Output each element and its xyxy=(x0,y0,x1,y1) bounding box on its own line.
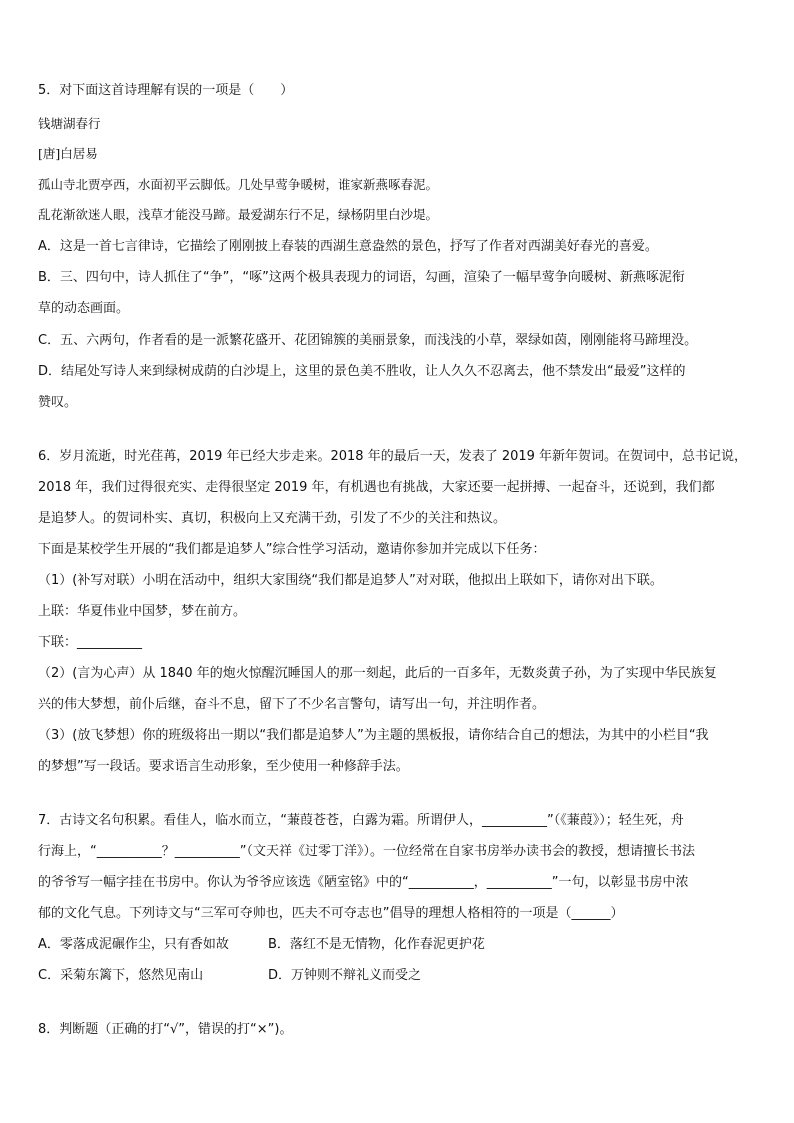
q8-line-1: 8．判断题（正确的打“√”，错误的打“×”)。 xyxy=(38,1022,293,1037)
q6-line-3: 是追梦人。的贺词朴实、真切，积极向上又充满干劲，引发了不少的关注和热议。 xyxy=(38,511,507,526)
q7-line-1: 7．古诗文名句积累。看佳人，临水而立，“蒹葭苍苍，白露为霜。所谓伊人，__________”（《蒹葭》）；轻生死，舟 xyxy=(38,813,684,828)
q6-upper-couplet: 上联：华夏伟业中国梦，梦在前方。 xyxy=(38,604,247,619)
q5-option-c: C．五、六两句，作者看的是一派繁花盛开、花团锦簇的美丽景象，而浅浅的小草，翠绿如茵，刚刚能将马蹄埋没。 xyxy=(38,333,698,348)
q6-line-1: 6．岁月流逝，时光荏苒，2019 年已经大步走来。2018 年的最后一天，发表了 2019 年新年贺词。在贺词中，总书记说， xyxy=(38,449,748,464)
q5-poem-line-1: 孤山寺北贾亭西，水面初平云脚低。几处早莺争暖树，谁家新燕啄春泥。 xyxy=(38,177,439,192)
q7-line-2: 行海上，“__________？__________”（文天祥《过零丁洋》）。一位经常在自家书房举办读书会的教授，想请擅长书法 xyxy=(38,844,695,859)
q6-task-1: （1）(补写对联）小明在活动中，组织大家围绕“我们都是追梦人”对对联，他拟出上联如下，请你对出下联。 xyxy=(38,573,663,588)
q6-lower-couplet-blank: 下联：__________ xyxy=(38,635,143,650)
q7-line-3: 的爷爷写一幅字挂在书房中。你认为爷爷应该选《陋室铭》中的“__________，__________”一句，以彰显书房中浓 xyxy=(38,875,689,890)
q5-stem: 5．对下面这首诗理解有误的一项是（ ） xyxy=(38,83,294,98)
q6-line-2: 2018 年，我们过得很充实、走得很坚定 2019 年，有机遇也有挑战，大家还要一起拼搏、一起奋斗，还说到，我们都 xyxy=(38,480,715,495)
q5-option-b-line-2: 草的动态画面。 xyxy=(38,301,130,316)
q7-option-a: A．零落成泥碾作尘，只有香如故 xyxy=(38,937,229,952)
q7-option-d: D．万钟则不辩礼义而受之 xyxy=(268,968,422,983)
q6-line-4: 下面是某校学生开展的“我们都是追梦人”综合性学习活动，邀请你参加并完成以下任务： xyxy=(38,542,546,557)
q7-option-b: B．落红不是无情物，化作春泥更护花 xyxy=(268,937,485,952)
q5-option-d-line-1: D．结尾处写诗人来到绿树成荫的白沙堤上，这里的景色美不胜收，让人久久不忍离去，他不禁发出“最爱”这样的 xyxy=(38,364,686,379)
q5-poem-author: [唐]白居易 xyxy=(38,146,98,161)
q6-task-2-line-2: 兴的伟大梦想，前仆后继，奋斗不息，留下了不少名言警句，请写出一句，并注明作者。 xyxy=(38,697,546,712)
q6-task-2-line-1: （2）(言为心声）从 1840 年的炮火惊醒沉睡国人的那一刻起，此后的一百多年，无数炎黄子孙，为了实现中华民族复 xyxy=(38,666,717,681)
q5-poem-line-2: 乱花渐欲迷人眼，浅草才能没马蹄。最爱湖东行不足，绿杨阴里白沙堤。 xyxy=(38,207,439,222)
q7-line-4: 郁的文化气息。下列诗文与“三军可夺帅也，匹夫不可夺志也”倡导的理想人格相符的一项是（______） xyxy=(38,906,624,921)
q6-task-3-line-2: 的梦想”写一段话。要求语言生动形象，至少使用一种修辞手法。 xyxy=(38,759,409,774)
q5-option-d-line-2: 赞叹。 xyxy=(38,395,78,410)
q5-option-a: A．这是一首七言律诗，它描绘了刚刚披上春装的西湖生意盎然的景色，抒写了作者对西湖美好春光的喜爱。 xyxy=(38,239,658,254)
q5-poem-title: 钱塘湖春行 xyxy=(38,116,101,131)
q7-option-c: C．采菊东篱下，悠然见南山 xyxy=(38,968,204,983)
q6-task-3-line-1: （3）(放飞梦想）你的班级将出一期以“我们都是追梦人”为主题的黑板报，请你结合自己的想法，为其中的小栏目“我 xyxy=(38,728,709,743)
q5-option-b-line-1: B．三、四句中，诗人抓住了“争”，“啄”这两个极具表现力的词语，勾画，渲染了一幅早莺争向暖树、新燕啄泥衔 xyxy=(38,270,685,285)
